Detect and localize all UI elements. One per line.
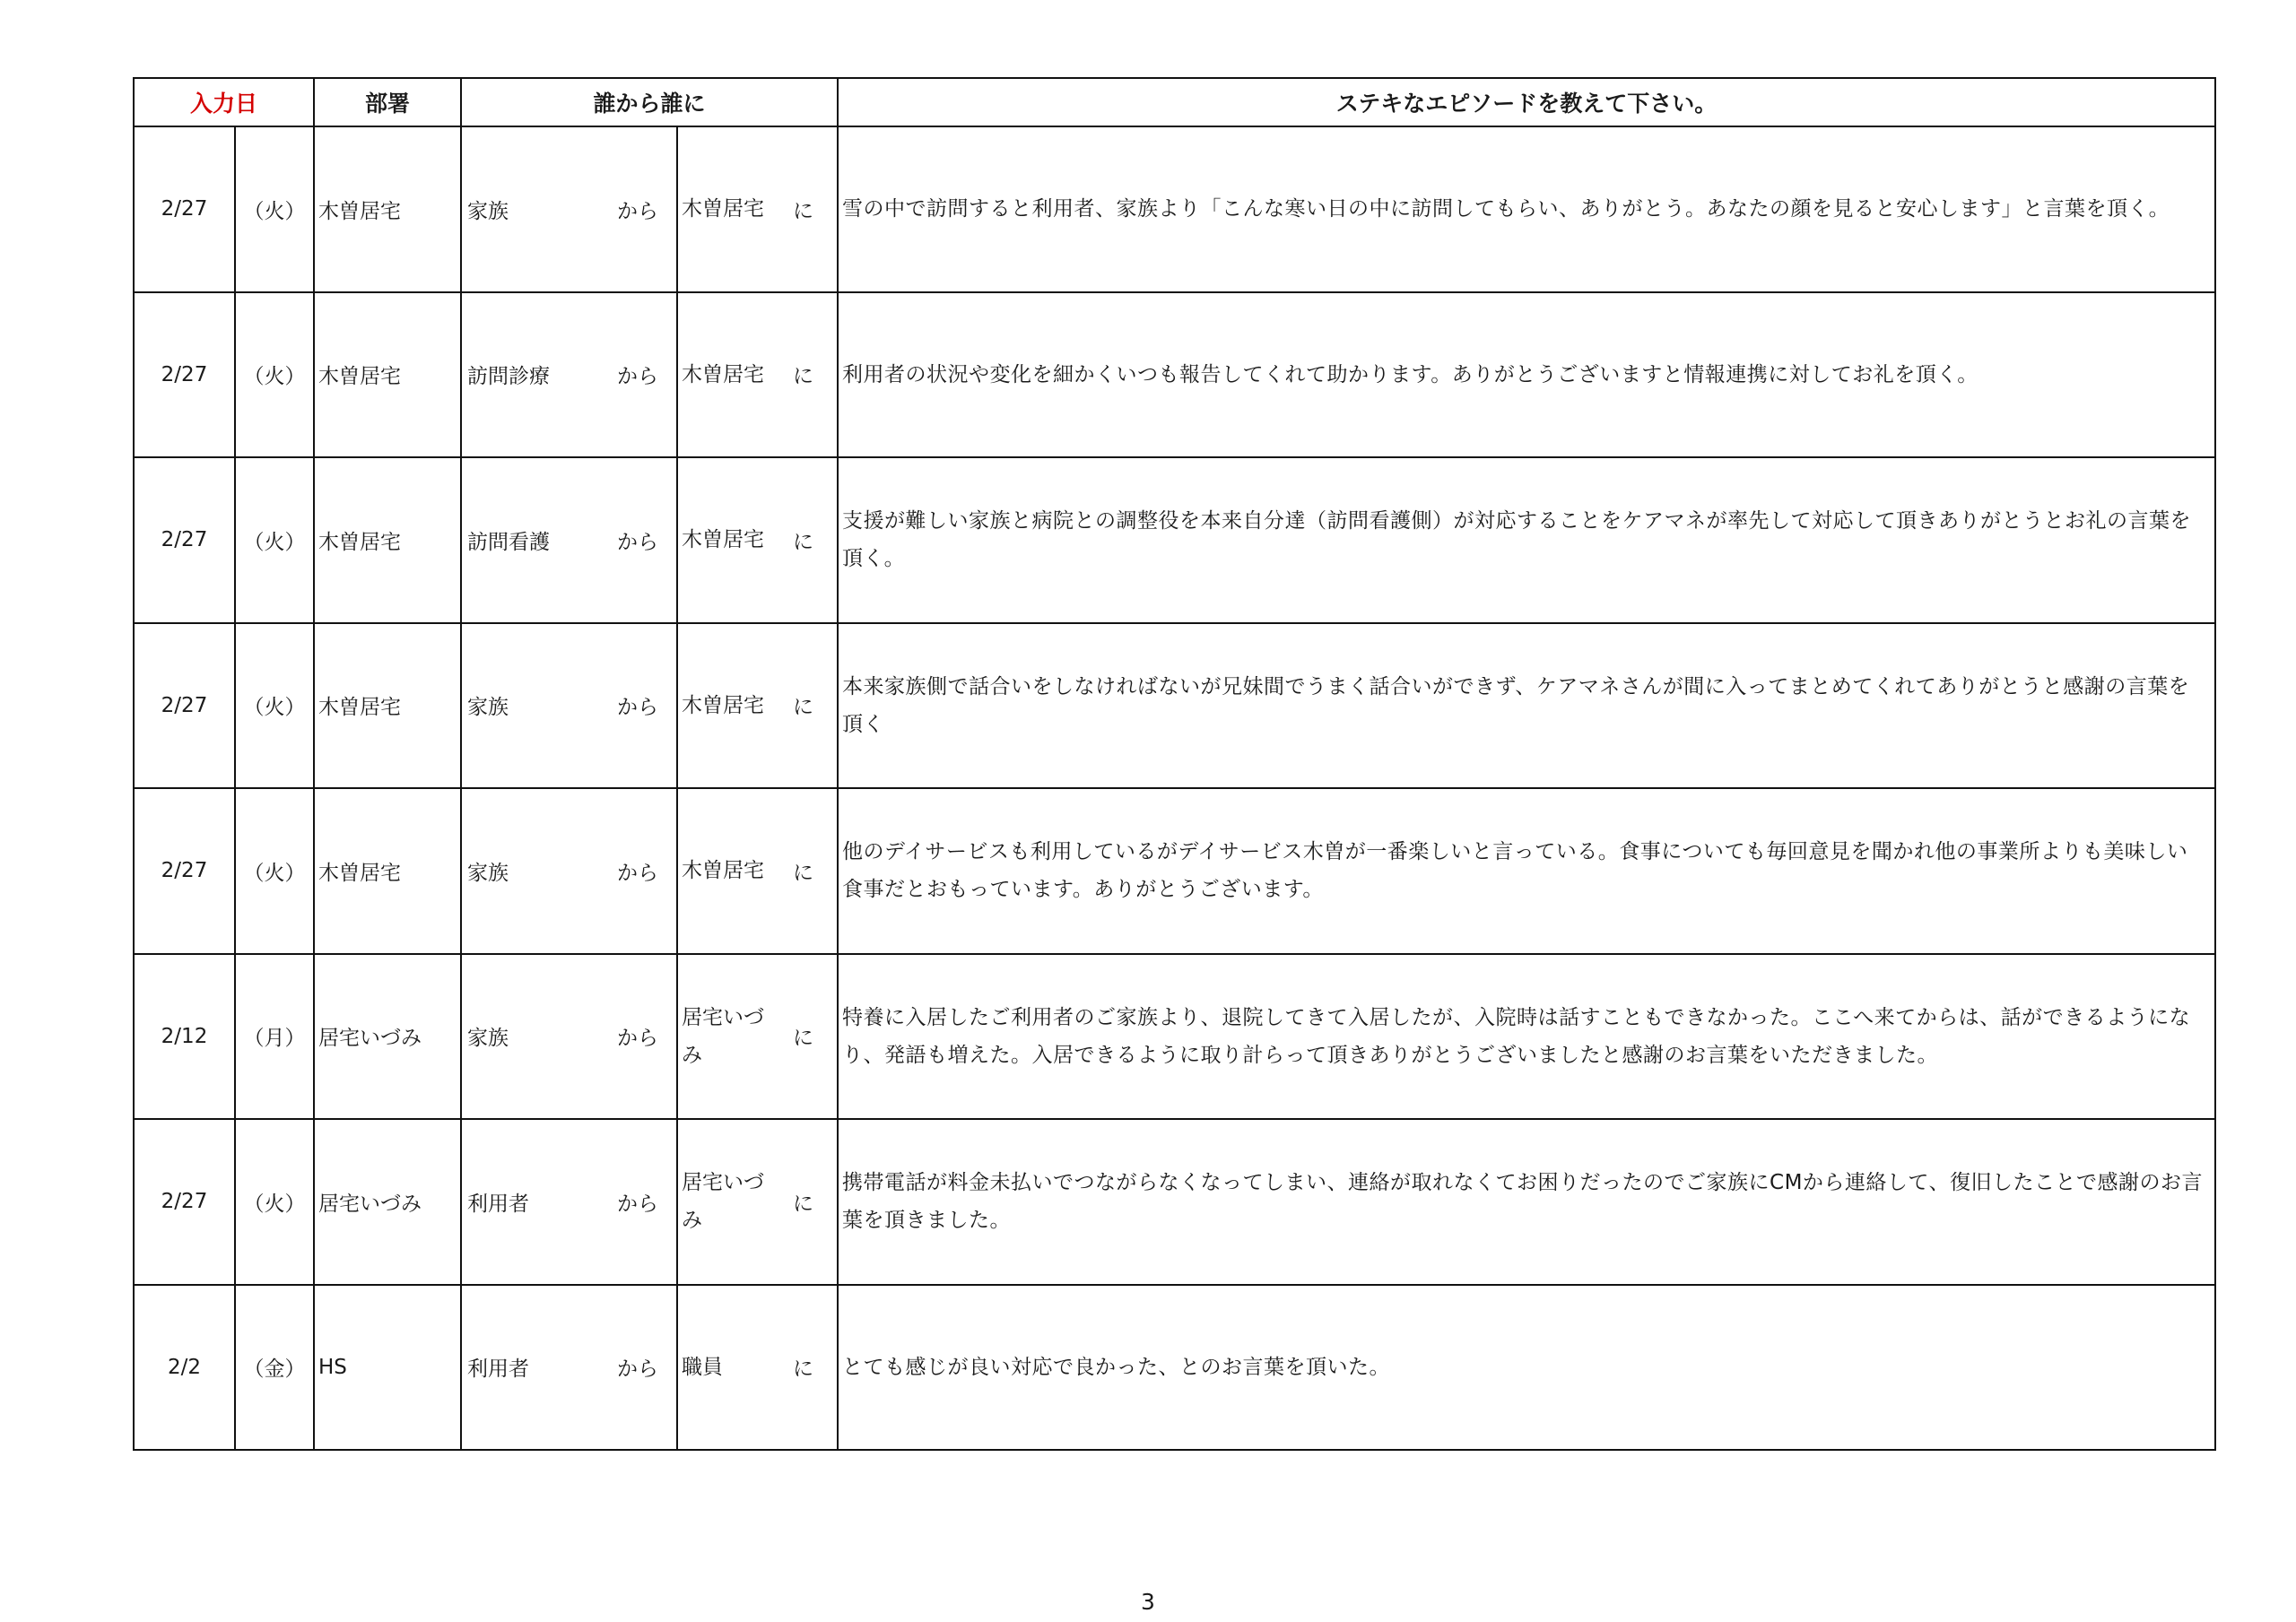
row-from: 利用者 [467,1192,530,1216]
row-from-suffix: から [617,1027,659,1051]
row-to-wrap [682,190,837,228]
row-date: 2/27 [134,126,235,292]
row-to-wrap [682,852,837,889]
row-date: 2/12 [134,954,235,1120]
row-to-cell [677,126,838,292]
row-episode: 支援が難しい家族と病院との調整役を本来自分達（訪問看護側）が対応することをケアマネが率先して対応して頂きありがとうとお礼の言葉を頂く。 [838,457,2215,623]
row-weekday: （火） [235,292,314,458]
row-dept: 居宅いづみ [314,954,461,1120]
table-body [134,126,2215,1450]
row-from-wrap [467,1352,676,1382]
row-to-cell [677,457,838,623]
row-to: 木曽居宅 [682,197,765,221]
row-to-wrap [682,999,837,1074]
row-to-cell [677,954,838,1120]
row-from-cell [461,457,677,623]
row-to: 木曽居宅 [682,362,765,386]
row-dept: 木曽居宅 [314,126,461,292]
header-date: 入力日 [134,78,314,126]
row-dept: HS [314,1285,461,1451]
row-from-wrap [467,1021,676,1051]
row-dept: 木曽居宅 [314,623,461,789]
table-row [134,292,2215,458]
row-from: 家族 [467,199,509,223]
row-to-suffix: に [793,199,814,223]
row-from-cell [461,623,677,789]
row-from: 訪問診療 [467,365,551,389]
row-to-wrap [682,1164,837,1239]
row-to-cell [677,292,838,458]
row-from-wrap [467,195,676,224]
row-from-suffix: から [617,1357,659,1382]
row-to: 木曽居宅 [682,859,765,883]
row-to-wrap [682,521,837,559]
row-from-cell [461,292,677,458]
row-from-cell [461,126,677,292]
row-to-suffix: に [793,861,814,885]
row-dept: 木曽居宅 [314,457,461,623]
row-to: 木曽居宅 [682,528,765,552]
row-to: 居宅いづみ [682,1171,765,1233]
row-from-cell [461,788,677,954]
header-from-to: 誰から誰に [461,78,838,126]
row-dept: 木曽居宅 [314,292,461,458]
row-episode: 携帯電話が料金未払いでつながらなくなってしまい、連絡が取れなくてお困りだったのでご家族にCMから連絡して、復旧したことで感謝のお言葉を頂きました。 [838,1119,2215,1285]
table-row [134,1285,2215,1451]
row-episode: 雪の中で訪問すると利用者、家族より「こんな寒い日の中に訪問してもらい、ありがとう。あなたの顔を見ると安心します」と言葉を頂く。 [838,126,2215,292]
row-from: 家族 [467,696,509,720]
row-to-suffix: に [793,1027,814,1051]
row-from-cell [461,1119,677,1285]
row-to-cell [677,1119,838,1285]
row-weekday: （火） [235,788,314,954]
row-date: 2/27 [134,623,235,789]
row-episode: 他のデイサービスも利用しているがデイサービス木曽が一番楽しいと言っている。食事についても毎回意見を聞かれ他の事業所よりも美味しい食事だとおもっています。ありがとうございます。 [838,788,2215,954]
row-from-suffix: から [617,696,659,720]
row-to: 木曽居宅 [682,693,765,717]
row-to: 居宅いづみ [682,1005,765,1067]
row-from-suffix: から [617,530,659,554]
row-from-cell [461,954,677,1120]
row-date: 2/27 [134,788,235,954]
header-episode: ステキなエピソードを教えて下さい。 [838,78,2215,126]
table-row [134,954,2215,1120]
row-weekday: （火） [235,457,314,623]
table-header [134,78,2215,126]
header-row [134,78,2215,126]
row-to-cell [677,623,838,789]
row-from-wrap [467,1187,676,1217]
episode-table [133,77,2216,1451]
row-from: 利用者 [467,1357,530,1382]
row-date: 2/27 [134,1119,235,1285]
row-from: 訪問看護 [467,530,551,554]
row-to-wrap [682,356,837,394]
row-episode: 特養に入居したご利用者のご家族より、退院してきて入居したが、入院時は話すこともできなかった。ここへ来てからは、話ができるようになり、発語も増えた。入居できるように取り計らって頂きありがとうございましたと感謝のお言葉をいただきました。 [838,954,2215,1120]
row-from-cell [461,1285,677,1451]
row-dept: 木曽居宅 [314,788,461,954]
row-to-suffix: に [793,1192,814,1216]
row-from-suffix: から [617,365,659,389]
table-row [134,623,2215,789]
row-to-suffix: に [793,696,814,720]
row-to: 職員 [682,1355,724,1379]
row-weekday: （月） [235,954,314,1120]
row-date: 2/27 [134,457,235,623]
row-episode: 本来家族側で話合いをしなければないが兄妹間でうまく話合いができず、ケアマネさんが間に入ってまとめてくれてありがとうと感謝の言葉を頂く [838,623,2215,789]
row-from: 家族 [467,861,509,885]
row-from-suffix: から [617,199,659,223]
row-from-suffix: から [617,861,659,885]
row-from-wrap [467,856,676,886]
page-number: 3 [1141,1589,1155,1615]
row-date: 2/2 [134,1285,235,1451]
row-from-suffix: から [617,1192,659,1216]
row-date: 2/27 [134,292,235,458]
header-dept: 部署 [314,78,461,126]
row-to-wrap [682,687,837,724]
table-row [134,126,2215,292]
row-to-wrap [682,1349,837,1386]
row-to-suffix: に [793,1357,814,1382]
row-weekday: （火） [235,623,314,789]
row-from-wrap [467,360,676,389]
table-row [134,1119,2215,1285]
row-weekday: （火） [235,126,314,292]
row-from: 家族 [467,1027,509,1051]
row-from-wrap [467,525,676,555]
row-episode: とても感じが良い対応で良かった、とのお言葉を頂いた。 [838,1285,2215,1451]
table-row [134,457,2215,623]
table-row [134,788,2215,954]
row-to-cell [677,788,838,954]
row-to-suffix: に [793,530,814,554]
row-dept: 居宅いづみ [314,1119,461,1285]
row-from-wrap [467,690,676,720]
row-to-cell [677,1285,838,1451]
row-to-suffix: に [793,365,814,389]
row-weekday: （金） [235,1285,314,1451]
row-episode: 利用者の状況や変化を細かくいつも報告してくれて助かります。ありがとうございますと情報連携に対してお礼を頂く。 [838,292,2215,458]
row-weekday: （火） [235,1119,314,1285]
